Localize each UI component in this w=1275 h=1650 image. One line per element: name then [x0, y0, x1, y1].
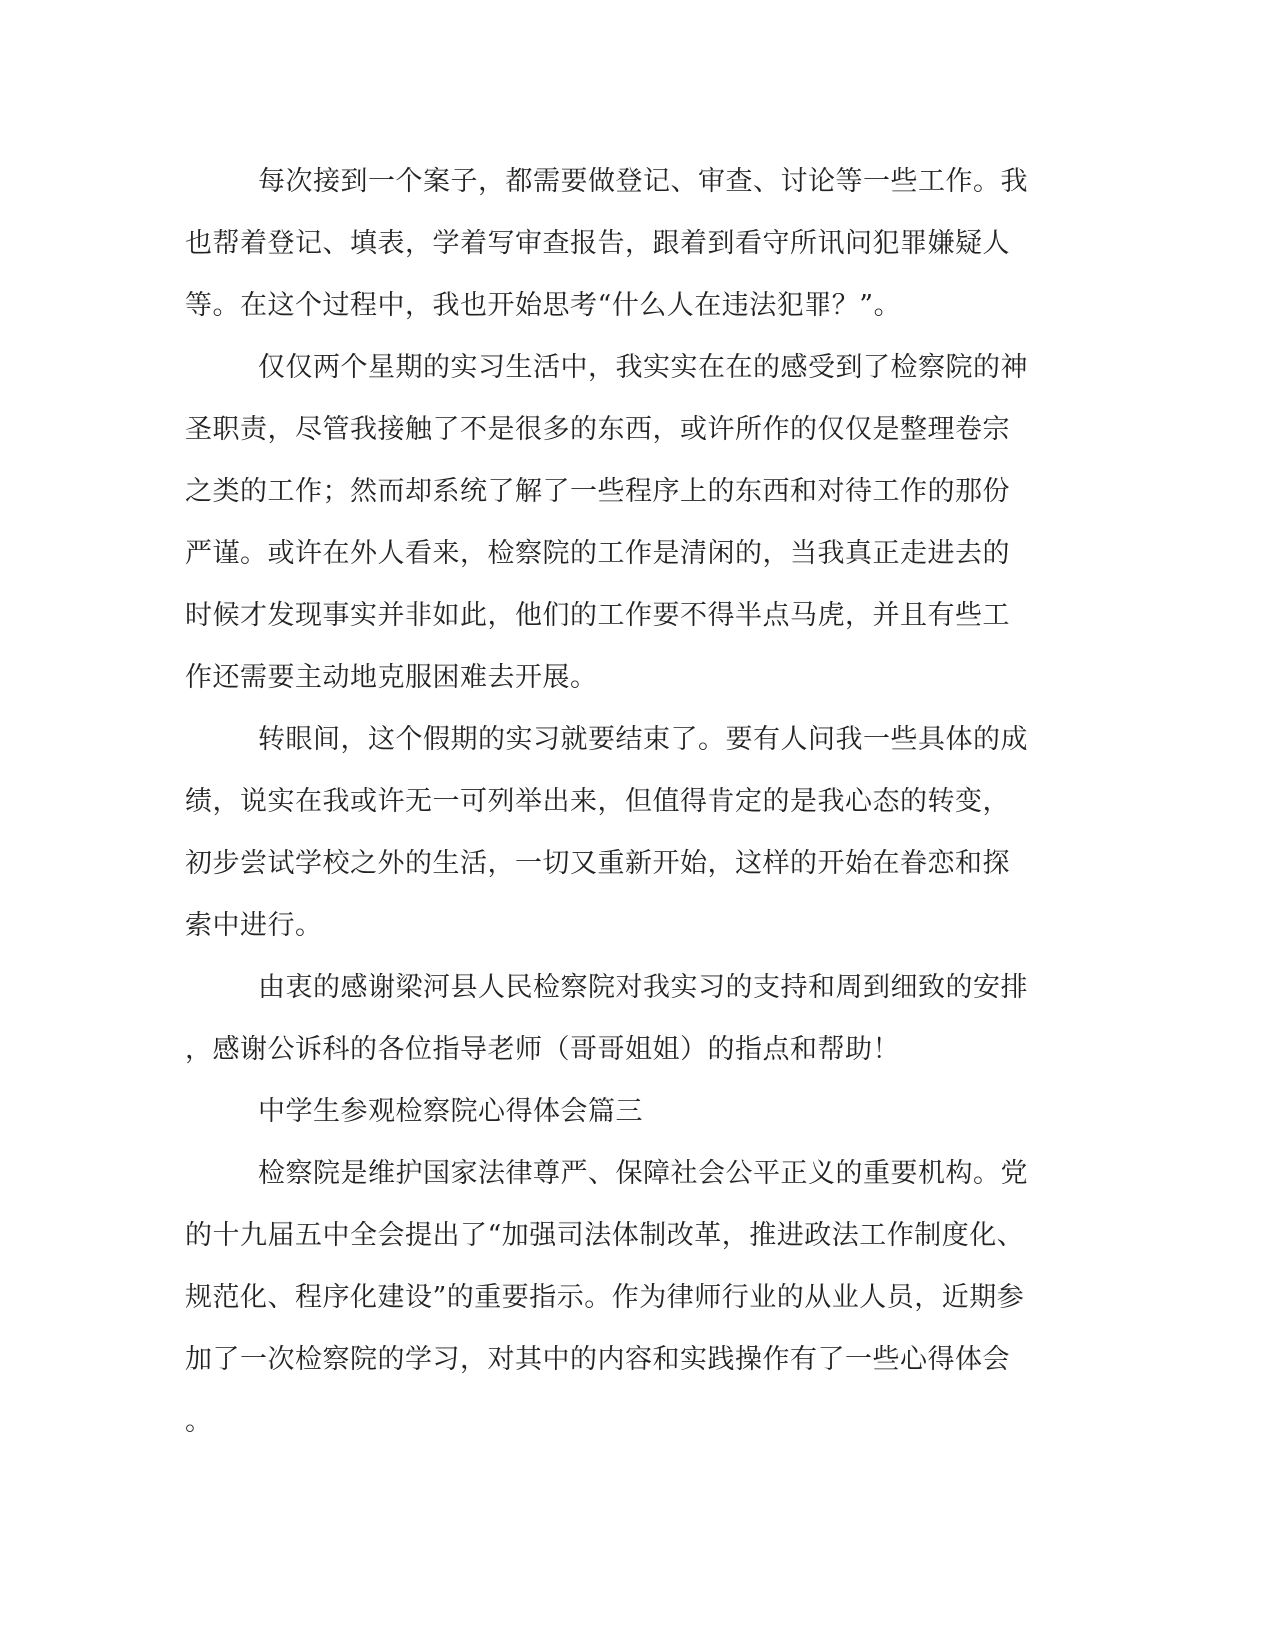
text-line: 圣职责，尽管我接触了不是很多的东西，或许所作的仅仅是整理卷宗 — [185, 414, 1010, 445]
paragraph — [185, 957, 1070, 1081]
text-line: 之类的工作；然而却系统了解了一些程序上的东西和对待工作的那份 — [185, 476, 1010, 507]
text-line: 的十九届五中全会提出了“加强司法体制改革，推进政法工作制度化、 — [185, 1220, 1025, 1251]
text-line: 加了一次检察院的学习，对其中的内容和实践操作有了一些心得体会 — [185, 1344, 1010, 1375]
text-line: 规范化、程序化建设”的重要指示。作为律师行业的从业人员，近期参 — [185, 1282, 1025, 1313]
text-line: 转眼间，这个假期的实习就要结束了。要有人问我一些具体的成 — [258, 724, 1028, 755]
text-line: ，感谢公诉科的各位指导老师（哥哥姐姐）的指点和帮助！ — [185, 1034, 900, 1065]
paragraph — [185, 1143, 1070, 1453]
paragraph — [185, 709, 1070, 957]
heading-line: 中学生参观检察院心得体会篇三 — [258, 1096, 643, 1127]
text-line: 初步尝试学校之外的生活，一切又重新开始，这样的开始在眷恋和探 — [185, 848, 1010, 879]
text-line: 。 — [185, 1406, 213, 1437]
text-line: 每次接到一个案子，都需要做登记、审查、讨论等一些工作。我 — [258, 166, 1028, 197]
text-line: 时候才发现事实并非如此，他们的工作要不得半点马虎，并且有些工 — [185, 600, 1010, 631]
text-line: 严谨。或许在外人看来，检察院的工作是清闲的，当我真正走进去的 — [185, 538, 1010, 569]
text-line: 也帮着登记、填表，学着写审查报告，跟着到看守所讯问犯罪嫌疑人 — [185, 228, 1010, 259]
text-line: 检察院是维护国家法律尊严、保障社会公平正义的重要机构。党 — [258, 1158, 1028, 1189]
paragraph — [185, 151, 1070, 337]
document-body — [185, 151, 1070, 1453]
text-line: 仅仅两个星期的实习生活中，我实实在在的感受到了检察院的神 — [258, 352, 1028, 383]
text-line: 绩，说实在我或许无一可列举出来，但值得肯定的是我心态的转变， — [185, 786, 1010, 817]
text-line: 等。在这个过程中，我也开始思考“什么人在违法犯罪？”。 — [185, 290, 902, 321]
paragraph — [185, 337, 1070, 709]
text-line: 索中进行。 — [185, 910, 323, 941]
section-heading — [185, 1081, 1070, 1143]
text-line: 作还需要主动地克服困难去开展。 — [185, 662, 598, 693]
text-line: 由衷的感谢梁河县人民检察院对我实习的支持和周到细致的安排 — [258, 972, 1028, 1003]
